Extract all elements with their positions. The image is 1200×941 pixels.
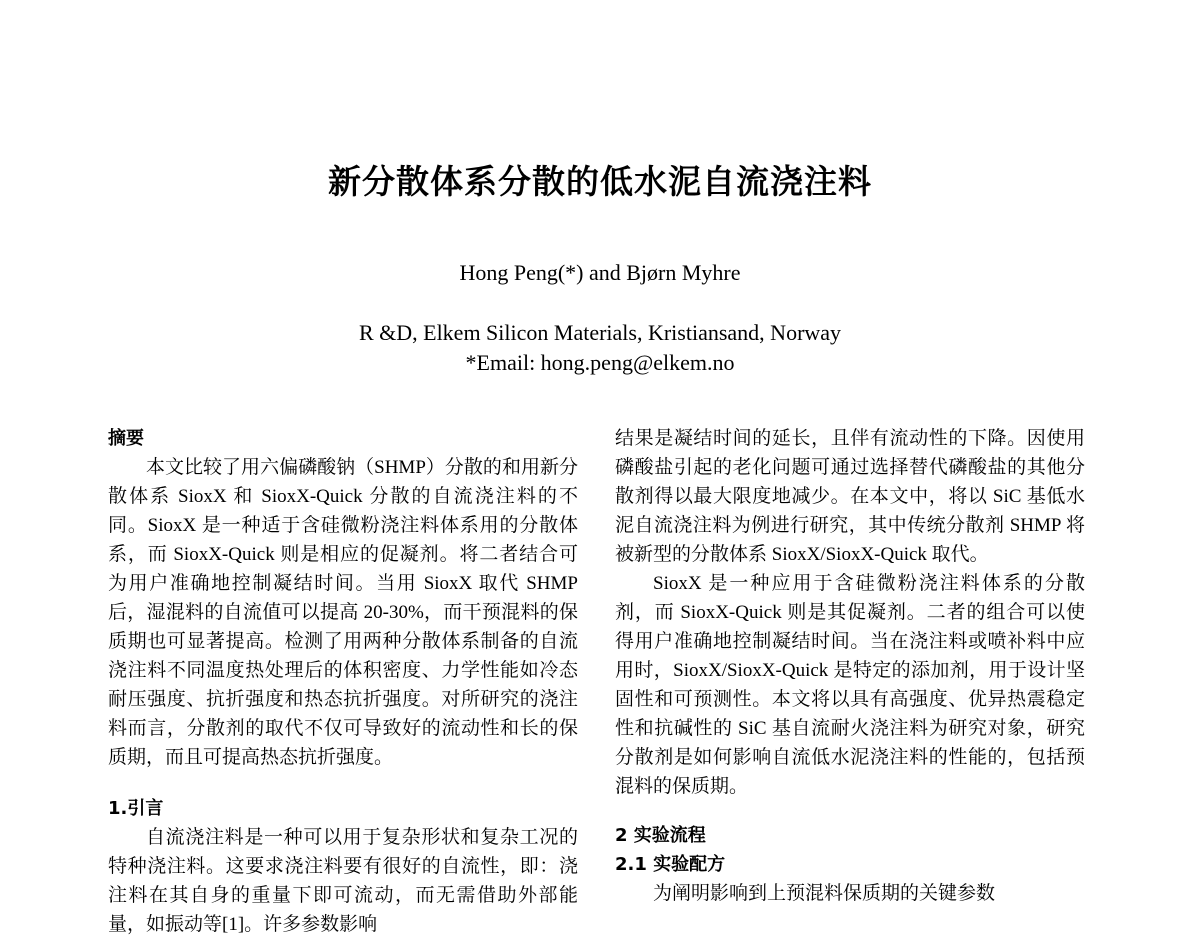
section-2-1-heading: 2.1 实验配方 [615, 854, 726, 875]
section-2-heading: 2 实验流程 [615, 825, 706, 846]
right-paragraph-2: SioxX 是一种应用于含硅微粉浇注料体系的分散剂，而 SioxX-Quick 则是其促凝剂。二者的组合可以使得用户准确地控制凝结时间。当在浇注料或喷补料中应用时，SioxX/SioxX-Quick 是特定的添加剂，用于设计坚固性和可预测性。本文将以具有高强度、优异热震稳定性和抗碱性的 SiC 基自流耐火浇注料为研究对象，研究分散剂是如何影响自流低水泥浇注料的性能的，包括预混料的保质期。 [615, 573, 1085, 797]
abstract-text: 本文比较了用六偏磷酸钠（SHMP）分散的和用新分散体系 SioxX 和 SioxX-Quick 分散的自流浇注料的不同。SioxX 是一种适于含硅微粉浇注料体系用的分散体系，而 SioxX-Quick 则是相应的促凝剂。将二者结合可为用户准确地控制凝结时间。当用 SioxX 取代 SHMP 后，湿混料的自流值可以提高 20-30%，而干预混料的保质期也可显著提高。检测了用两种分散体系制备的自流浇注料不同温度热处理后的体积密度、力学性能如冷态耐压强度、抗折强度和热态抗折强度。对所研究的浇注料而言，分散剂的取代不仅可导致好的流动性和长的保质期，而且可提高热态抗折强度。 [108, 457, 578, 768]
email: *Email: hong.peng@elkem.no [465, 350, 735, 375]
right-paragraph-1: 结果是凝结时间的延长，且伴有流动性的下降。因使用磷酸盐引起的老化问题可通过选择替代磷酸盐的其他分散剂得以最大限度地减少。在本文中，将以 SiC 基低水泥自流浇注料为例进行研究，其中传统分散剂 SHMP 将被新型的分散体系 SioxX/SioxX-Quick 取代。 [615, 428, 1085, 565]
authors: Hong Peng(*) and Bjørn Myhre [459, 260, 741, 285]
affiliation: R &D, Elkem Silicon Materials, Kristiansand, Norway [358, 320, 842, 345]
paper-title: 新分散体系分散的低水泥自流浇注料 [328, 162, 872, 201]
left-column [108, 424, 578, 939]
right-column [615, 424, 1085, 908]
abstract-heading: 摘要 [108, 428, 144, 449]
intro-text: 自流浇注料是一种可以用于复杂形状和复杂工况的特种浇注料。这要求浇注料要有很好的自流性，即：浇注料在其自身的重量下即可流动，而无需借助外部能量，如振动等[1]。许多参数影响 [108, 827, 578, 935]
affiliation-block [0, 318, 1200, 378]
section-2-1-text: 为阐明影响到上预混料保质期的关键参数 [653, 883, 996, 904]
intro-heading: 1.引言 [108, 798, 164, 819]
